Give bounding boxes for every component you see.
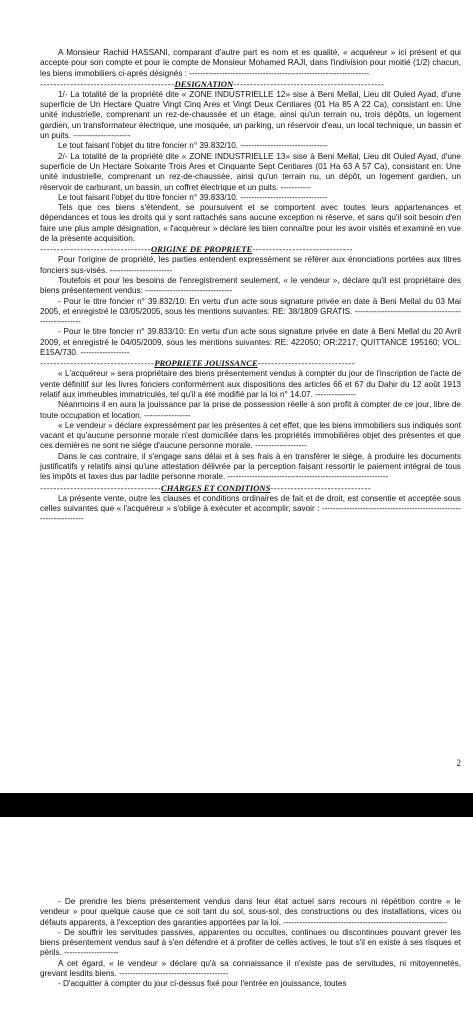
section-header-jouissance: ----------------------------------PROPRIETE JOUISSANCE----------------------------- — [40, 358, 356, 369]
page-1-content — [40, 48, 461, 524]
jouissance-paragraph-1: « L'acquéreur » sera propriétaire des biens présentement vendus à compter du jour de l'inscription de l'acte de vente définitif sur les livres fonciers conformément aux dispositions des articles 66 et 67 du Dahir du 12 août 1913 relatif aux immeubles immatriculés, tel qu'il a été modifié par la loi n° 14.07. --------------- — [40, 369, 461, 399]
charges-condition-3: A cet égard, « le vendeur » déclare qu'à sa connaissance il n'existe pas de servitudes, ni mitoyennetés, grevant lesdits biens. ---------------------------------------- — [40, 958, 461, 979]
page-2-content — [40, 897, 461, 990]
designation-tf-2: Le tout faisant l'objet du titre foncier n° 39.833/10. -------------------------------- — [58, 192, 328, 202]
designation-item-2: 2/- La totalité de la propriété dite « ZONE INDUSTRIELLE 13» sise à Beni Mellal, Lieu dit Ouled Ayad, d'une superficie de Un Hectare Soixante Trois Ares et Cinquante Sept Centiares (01 Ha 63 A 57 Ca), consistant en: Une unité industrielle, comprenant un rez-de-chaussée, ainsi qu'un terrain nu, un dépôt, un logement gardien, un réservoir de carburant, un bassin, un coffret électrique et un puits. ----------- — [40, 151, 461, 192]
designation-item-1: 1/- La totalité de la propriété dite « ZONE INDUSTRIELLE 12» sise à Beni Mellal, Lieu dit Ouled Ayad, d'une superficie de Un Hectare Quatre Vingt Cinq Ares et Vingt Deux Centiares (01 Ha 85 A 22 Ca), consistant en: Une unité industrielle, comprenant un rez-de-chaussée et un étage, ainsi qu'un terrain nu, trois dépôts, un logement gardien, un transformateur électrique, une mosquée, un parking, un réservoir d'eau, un local technique, un bassin et un puits. --------------------- — [40, 89, 461, 141]
jouissance-paragraph-2: Néanmoins il en aura la jouissance par la prise de possession réelle à son profit à compter de ce jour, libre de toute occupation et location. ----------------- — [40, 400, 461, 420]
section-header-charges: ------------------------------------CHARGES ET CONDITIONS------------------------------ — [40, 482, 372, 493]
origine-paragraph-4: - Pour le titre foncier n° 39.833/10: En vertu d'un acte sous signature privée en date à Beni Mellal du 20 Avril 2009, et enregistré le 04/05/2009, sous les mentions suivantes: RE: 422050; OR:2217; QUITTANCE 195160; VOL: E15A/730. ------------------ — [40, 327, 461, 358]
origine-paragraph-3: - Pour le titre foncier n° 39.832/10: En vertu d'un acte sous signature privée en date à Beni Mellal du 03 Mai 2005, et enregistré le 03/05/2005, sous les mentions suivantes: RE: 38/1809 GRATIS. ------------------------------------------------------ — [40, 296, 461, 327]
page-separator — [0, 793, 473, 817]
charges-title: CHARGES ET CONDITIONS — [161, 482, 271, 493]
origine-title: ORIGINE DE PROPRIETE — [150, 244, 253, 255]
section-header-designation: ----------------------------------------DESIGNATION--------------------------------------------- — [40, 78, 385, 89]
designation-tf-1: Le tout faisant l'objet du titre foncier n° 39.832/10. -------------------------------- — [58, 141, 328, 151]
designation-title: DESIGNATION — [174, 78, 234, 89]
intro-paragraph: A Monsieur Rachid HASSANI, comparant d'autre part es nom et es qualité, « acquéreur » ici présent et qui accepte pour son compte et pour le compte de Monsieur Mohamed RAJI, dans l'indivision pour moitié (1/2) chacun, les biens immobiliers ci-après désignés : ------------------------------------------------------------------ — [40, 48, 461, 78]
charges-condition-2: - De souffrir les servitudes passives, apparentes ou occultes, continues ou discontinues pouvant grever les biens présentement vendus sauf à s'en défendre et à profiter de celles actives, le tout s'il en existe à ses risques et périls. -------------------- — [40, 927, 461, 958]
jouissance-title: PROPRIETE JOUISSANCE — [154, 358, 258, 369]
charges-condition-1: - De prendre les biens présentement vendus dans leur état actuel sans recours ni répétition contre « le vendeur » pour quelque cause que ce soit tant du sol, sous-sol, des constructions ou des installations, vices ou défauts apparents, à l'exception des garanties apportées par la loi. ------------------------------------------------------------ — [40, 897, 461, 927]
document-page-2 — [0, 817, 473, 1024]
charges-condition-4: - D'acquitter à compter du jour ci-dessus fixé pour l'entrée en jouissance, toutes — [58, 979, 347, 989]
page-number: 2 — [456, 758, 461, 768]
jouissance-paragraph-4: Dans le cas contraire, il s'engage sans délai et à ses frais à en transférer le siège, à produire les documents justificatifs y relatifs ainsi qu'une attestation délivrée par la perception faisant ressortir le paiement intégral de tous les impôts et taxes dus par ladite personne morale. ----------------------------------------------------------- — [40, 451, 461, 482]
charges-paragraph-1: La présente vente, outre les clauses et conditions ordinaires de fait et de droit, est consentie et acceptée sous celles suivantes que « l'acquéreur » s'oblige à exécuter et accomplir, savoir : ------------------------------------------------------------------- — [40, 493, 461, 524]
section-header-origine: ---------------------------------ORIGINE DE PROPRIETE------------------------------ — [40, 244, 354, 255]
designation-tels: Tels que ces biens s'étendent, se poursuivent et se comportent avec toutes leurs appartenances et dépendances et tous les droits qui y sont rattachés sans aucune exception ni réserve, et sans qu'il soit besoin d'en faire une plus ample désignation, « l'acquéreur » déclare les bien connaître pour les avoir visités et examiné en vue de la présente acquisition. — [40, 203, 461, 244]
jouissance-paragraph-3: « Le vendeur » déclare expressément par les présentes à cet effet, que les biens immobiliers sus indiqués sont vacant et qu'aucune personne morale n'est domiciliée dans les propriétés immobilières objet des présentes et que ces dernières ne sont ne siège d'aucune personne morale. ------------------- — [40, 420, 461, 451]
origine-paragraph-2: Toutefois et pour les besoins de l'enregistrement seulement, « le vendeur », déclare qu'il est propriétaire des biens présentement vendus: -------------------------------- — [40, 275, 461, 296]
origine-paragraph-1: Pour l'origine de propriété, les parties entendent expressément se référer aux énonciations portées aux titres fonciers sus-visés. ----------------------- — [40, 255, 461, 275]
